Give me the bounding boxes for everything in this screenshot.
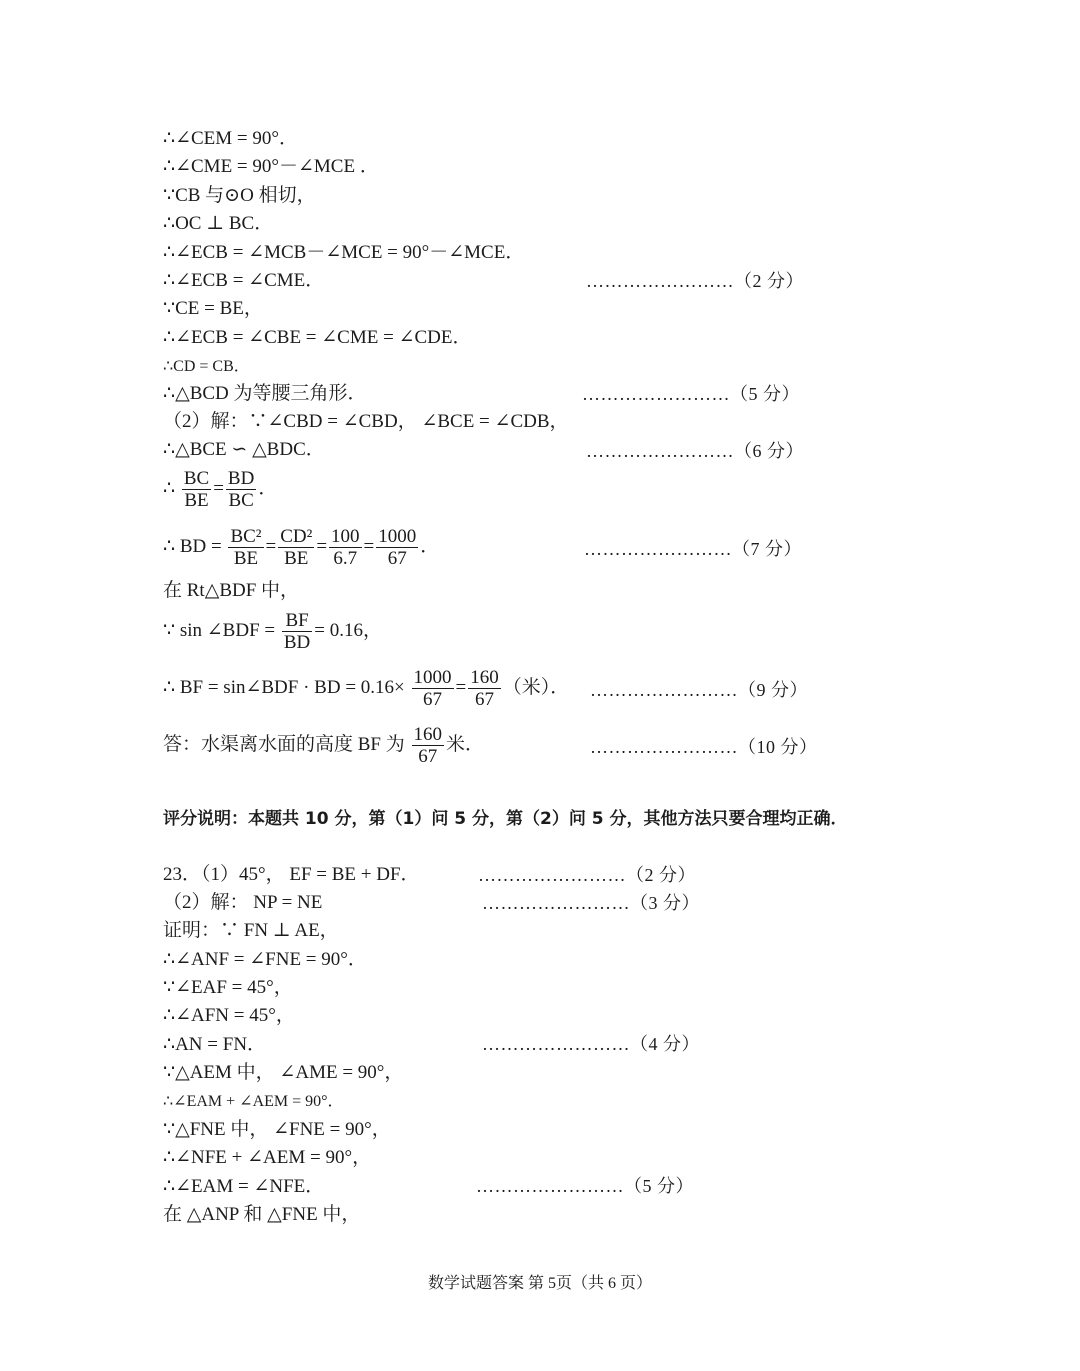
denominator: 6.7	[333, 548, 358, 570]
proof-line: ∵CB 与⊙O 相切，	[163, 185, 316, 206]
equation-bd	[163, 526, 439, 570]
fraction	[278, 526, 314, 570]
score-marker: ……………………（5 分）	[476, 1176, 694, 1196]
proof-line: ∵△FNE 中， ∠FNE = 90°，	[163, 1119, 391, 1140]
numerator: 160	[413, 724, 442, 745]
numerator: BF	[282, 610, 312, 632]
fraction	[228, 526, 263, 570]
score-marker: ……………………（7 分）	[584, 539, 802, 559]
eq-end: ．	[420, 536, 440, 558]
proof-line: 在 △ANP 和 △FNE 中，	[163, 1204, 361, 1225]
fraction	[182, 468, 211, 512]
numerator: 160	[470, 667, 499, 688]
numerator: 100	[331, 526, 360, 547]
fraction	[376, 526, 418, 570]
denominator: BD	[283, 632, 311, 654]
proof-line: ∴∠CEM = 90°．	[163, 128, 298, 149]
fraction	[226, 468, 256, 512]
proof-line: ∴∠ANF = ∠FNE = 90°．	[163, 949, 367, 970]
proof-line: 在 Rt△BDF 中，	[163, 580, 300, 601]
proof-line: 23．（1）45°， EF = BE + DF．	[163, 864, 420, 885]
eq-sign: =	[265, 536, 277, 558]
answer-line	[163, 724, 484, 768]
score-marker: ……………………（5 分）	[582, 384, 800, 404]
score-marker: ……………………（6 分）	[586, 441, 804, 461]
eq-prefix: ∴ BF = sin∠BDF · BD = 0.16×	[163, 677, 405, 699]
score-marker: ……………………（9 分）	[590, 680, 808, 700]
score-marker: ……………………（10 分）	[590, 737, 818, 757]
score-marker: ……………………（4 分）	[482, 1034, 700, 1054]
eq-sign: =	[316, 536, 328, 558]
eq-sign: =	[213, 478, 224, 500]
page-footer: 数学试题答案 第 5页（共 6 页）	[427, 1275, 652, 1292]
equation-sin	[163, 610, 382, 654]
eq-suffix: （米）．	[502, 677, 570, 699]
fraction	[329, 526, 362, 570]
proof-line: ∵∠EAF = 45°，	[163, 977, 293, 998]
denominator: BE	[233, 548, 259, 570]
numerator: 1000	[378, 526, 417, 547]
proof-line: ∴∠AFN = 45°，	[163, 1005, 295, 1026]
proof-line: ∴△BCE ∽ △BDC．	[163, 439, 325, 460]
score-marker: ……………………（3 分）	[482, 893, 700, 913]
denominator: 67	[418, 746, 438, 768]
score-marker: ……………………（2 分）	[586, 271, 804, 291]
numerator: CD²	[280, 526, 313, 547]
eq-suffix: = 0.16，	[314, 620, 382, 642]
eq-sign: =	[455, 677, 467, 699]
proof-line: ∴∠CME = 90°－∠MCE ．	[163, 156, 379, 177]
eq-suffix: 米．	[446, 734, 485, 756]
eq-prefix: ∵ sin ∠BDF =	[163, 620, 276, 642]
proof-line: （2）解： NP = NE	[163, 892, 323, 913]
numerator: 1000	[413, 667, 452, 688]
proof-line: ∵△AEM 中， ∠AME = 90°，	[163, 1062, 404, 1083]
fraction	[412, 724, 445, 768]
scoring-note: 评分说明：本题共 10 分，第（1）问 5 分，第（2）问 5 分，其他方法只要合理均正确．	[163, 809, 848, 829]
eq-prefix: 答：水渠离水面的高度 BF 为	[163, 734, 405, 756]
denominator: 67	[474, 689, 494, 711]
proof-line: ∴∠EAM = ∠NFE．	[163, 1176, 325, 1197]
eq-sign: =	[363, 536, 375, 558]
numerator: BC²	[230, 526, 262, 547]
fraction	[468, 667, 501, 711]
proof-line: ∴∠ECB = ∠CBE = ∠CME = ∠CDE．	[163, 327, 472, 348]
proof-line: （2）解：∵∠CBD = ∠CBD， ∠BCE = ∠CDB，	[163, 411, 569, 432]
denominator: BE	[284, 548, 309, 570]
fraction	[282, 610, 312, 654]
fraction	[412, 667, 454, 711]
numerator: BD	[227, 468, 255, 489]
equation-ratio	[163, 468, 277, 512]
proof-line: 证明：∵ FN ⊥ AE，	[163, 920, 339, 941]
proof-line: ∵CE = BE，	[163, 298, 263, 319]
denominator: 67	[423, 689, 442, 711]
proof-line: ∴∠ECB = ∠MCB－∠MCE = 90°－∠MCE．	[163, 242, 525, 263]
numerator: BC	[183, 468, 210, 489]
denominator: 67	[387, 548, 407, 570]
denominator: BE	[184, 490, 209, 512]
proof-line: ∴AN = FN．	[163, 1034, 267, 1055]
proof-line: ∴∠ECB = ∠CME．	[163, 270, 325, 291]
proof-line: ∴CD = CB．	[163, 358, 250, 375]
proof-line: ∴∠NFE + ∠AEM = 90°，	[163, 1147, 372, 1168]
denominator: BC	[228, 490, 254, 512]
eq-prefix: ∴ BD =	[163, 536, 222, 558]
proof-line: ∴△BCD 为等腰三角形．	[163, 383, 367, 404]
eq-end: ．	[258, 478, 278, 500]
eq-prefix: ∴	[163, 478, 176, 500]
proof-line: ∴OC ⊥ BC．	[163, 213, 274, 234]
proof-line: ∴∠EAM + ∠AEM = 90°．	[163, 1093, 344, 1110]
score-marker: ……………………（2 分）	[478, 865, 696, 885]
equation-bf	[163, 667, 569, 711]
